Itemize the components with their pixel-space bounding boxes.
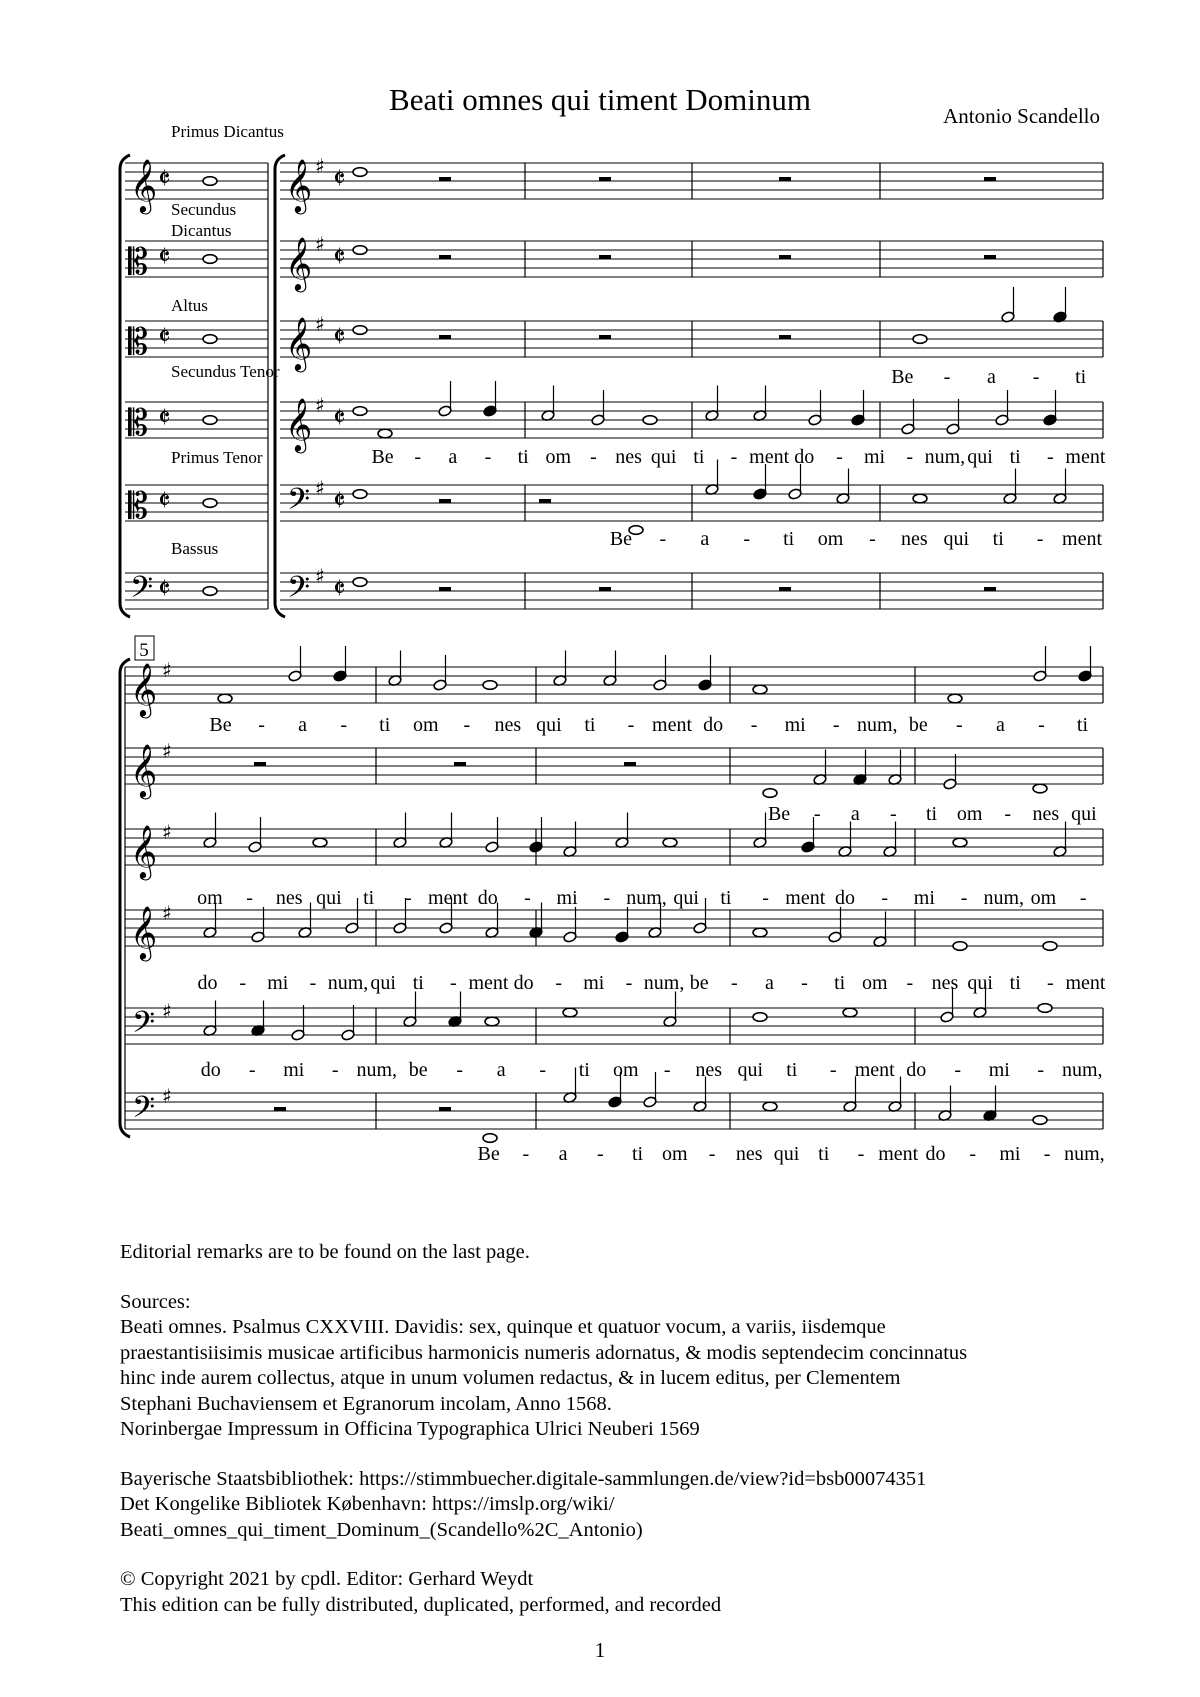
alto-clef-icon: 𝄡 [128,322,149,363]
note-head [753,1013,767,1022]
lyric-syllable: - [890,803,897,825]
lyric-syllable: ti [925,803,938,825]
lyric-syllable: - [1036,528,1044,550]
whole-rest [439,177,451,181]
note-head [203,587,217,596]
bass-clef-icon: 𝄢 [130,571,154,612]
cut-time-icon: 𝄵 [158,240,171,273]
lyric-syllable: Be [891,366,914,388]
lyric-syllable: nes [735,1143,763,1165]
note-head [913,494,927,503]
lyric-syllable: om [956,803,983,825]
lyric-syllable: mi [913,887,935,909]
lyric-syllable: qui [943,528,970,550]
lyric-syllable: num, [856,714,898,736]
lyric-syllable: ment [1065,972,1106,994]
lyric-syllable: do [794,446,815,468]
lyric-syllable: ti [379,714,391,736]
lyric-syllable: - [331,1059,339,1081]
note-head [203,335,217,344]
note-head [378,429,392,438]
sharp-icon: ♯ [162,901,172,925]
lyric-syllable: a [558,1143,568,1165]
lyric-syllable: num, [626,887,667,909]
cut-time-icon: 𝄵 [333,572,346,605]
source-line: Norinbergae Impressum in Officina Typographica Ulrici Neuberi 1569 [120,1418,700,1440]
lyric-syllable: nes [695,1059,723,1081]
lyric-syllable: a [448,446,458,468]
lyric-syllable: - [829,1059,837,1081]
lyric-syllable: ment [854,1059,895,1081]
note-head [218,694,232,703]
lyric-syllable: - [906,446,914,468]
lyric-syllable: om [861,972,888,994]
bass-clef-icon: 𝄢 [287,571,311,612]
lyric-syllable: ment [468,972,509,994]
lyric-syllable: do [200,1059,221,1081]
lyric-syllable: num, [356,1059,398,1081]
lyric-syllable: do [477,887,498,909]
whole-rest [599,587,611,591]
treble-clef-icon: 𝄞 [130,158,158,212]
lyric-syllable: nes [1032,803,1060,825]
lyric-syllable: - [801,972,808,994]
lyric-syllable: om [817,528,844,550]
whole-rest [779,255,791,259]
lyric-syllable: ti [786,1059,798,1081]
note-head [203,255,217,264]
treble-clef-icon: 𝄞 [285,397,313,451]
bass-clef-icon: 𝄢 [132,1006,156,1047]
note-head [953,942,967,951]
sharp-icon: ♯ [162,739,172,763]
whole-rest [779,335,791,339]
lyric-syllable: ti [1075,366,1087,388]
voice-label-secundus-dicantus: Secundus Dicantus [171,200,237,240]
lyric-syllable: a [700,528,710,550]
lyric-syllable: - [956,714,963,736]
alto-clef-icon: 𝄡 [128,403,149,444]
cut-time-icon: 𝄵 [333,401,346,434]
lyric-syllable: - [708,1143,716,1165]
lyric-syllable: - [555,972,563,994]
treble-clef-icon: 𝄞 [130,662,158,716]
lyric-syllable: qui [967,972,993,994]
lyric-syllable: nes [494,714,522,736]
cut-time-icon: 𝄵 [158,162,171,195]
lyric-syllable: Be [477,1143,500,1165]
lyric-syllable: mi [283,1059,305,1081]
sharp-icon: ♯ [315,564,325,588]
copyright-line: © Copyright 2021 by cpdl. Editor: Gerhard Weydt [120,1568,534,1590]
lyric-syllable: - [906,972,914,994]
note-head [1038,1004,1052,1013]
source-line: Stephani Buchaviensem et Egranorum incolam, Anno 1568. [120,1392,612,1415]
lyric-syllable: ti [720,887,732,909]
treble-clef-icon: 𝄞 [130,743,158,797]
note-head [913,335,927,344]
note-head [753,928,767,937]
lyric-syllable: a [995,714,1005,736]
lyric-syllable: mi [784,714,806,736]
lyric-syllable: qui [1071,803,1097,825]
whole-rest [599,335,611,339]
lyric-syllable: do [834,887,855,909]
lyric-syllable: ment [1062,528,1103,550]
lyric-syllable: - [836,446,843,468]
whole-rest [439,587,451,591]
lyric-syllable: - [596,1143,604,1165]
note-head [1033,784,1047,793]
sharp-icon: ♯ [162,999,172,1023]
lyric-syllable: - [1032,366,1040,388]
source-line: hinc inde aurem collectus, atque in unum volumen redactus, & in lucem editus, per Clementem [120,1367,901,1389]
whole-rest [539,499,551,503]
lyric-syllable: - [832,714,840,736]
whole-rest [599,255,611,259]
sources-heading: Sources: [120,1290,191,1313]
bass-clef-icon: 𝄢 [287,483,311,524]
note-head [843,1008,857,1017]
page-title: Beati omnes qui timent Dominum [389,82,811,117]
lyric-syllable: - [730,446,738,468]
lyric-syllable: ti [363,887,375,909]
lyric-syllable: - [813,803,821,825]
lyric-syllable: ment [428,887,469,909]
lyric-syllable: ment [1065,446,1106,468]
lyric-syllable: - [659,528,667,550]
cut-time-icon: 𝄵 [333,162,346,195]
lyric-syllable: ti [578,1059,590,1081]
lyric-syllable: - [450,972,457,994]
edition-notes [120,1240,1100,1642]
lyric-syllable: nes [901,528,928,550]
library-line: Det Kongelike Bibliotek København: https://imslp.org/wiki/ [120,1493,615,1515]
lyric-syllable: - [603,887,611,909]
voice-label-bassus: Bassus [171,539,219,558]
lyric-syllable: - [522,1143,530,1165]
lyric-syllable: ti [1076,714,1089,736]
bass-clef-icon: 𝄢 [132,1091,156,1132]
voice-label-primus-tenor: Primus Tenor [171,448,263,467]
lyric-syllable: be [689,972,709,994]
composer-name: Antonio Scandello [943,104,1100,128]
note-head [953,838,967,847]
cut-time-icon: 𝄵 [158,572,171,605]
lyric-syllable: mi [583,972,605,994]
lyric-syllable: do [906,1059,927,1081]
whole-rest [454,762,466,766]
sharp-icon: ♯ [315,232,325,256]
source-line: Beati omnes. Psalmus CXXVIII. Davidis: sex, quinque et quatuor vocum, a variis, iisdemque [120,1316,886,1338]
lyric-syllable: nes [615,446,642,468]
lyric-syllable: om [197,887,223,909]
note-head [203,499,217,508]
lyric-syllable: num, [1064,1143,1105,1165]
voice-label-primus-dicantus: Primus Dicantus [171,122,284,141]
system-bracket [275,155,285,617]
note-head [313,838,327,847]
alto-clef-icon: 𝄡 [128,486,149,527]
source-line: praestantisiisimis musicae artificibus harmonicis numeris adornatus, & modis septendecim concinnatus [120,1341,968,1364]
whole-rest [439,255,451,259]
note-head [353,490,367,499]
treble-clef-icon: 𝄞 [285,158,313,212]
note-head [203,177,217,186]
lyric-syllable: - [954,1059,962,1081]
lyric-syllable: ti [517,446,529,468]
note-head [643,416,657,425]
lyric-syllable: om [662,1143,688,1165]
lyric-syllable: Be [767,803,791,825]
lyric-syllable: a [850,803,860,825]
treble-clef-icon: 𝄞 [130,824,158,878]
whole-rest [439,1107,451,1111]
editorial-remark: Editorial remarks are to be found on the last page. [120,1241,530,1263]
lyric-syllable: - [414,446,422,468]
lyric-syllable: - [524,887,531,909]
cut-time-icon: 𝄵 [158,484,171,517]
cut-time-icon: 𝄵 [158,401,171,434]
cut-time-icon: 𝄵 [333,320,346,353]
lyric-syllable: - [960,887,968,909]
lyric-syllable: num, [643,972,685,994]
whole-rest [599,177,611,181]
lyric-syllable: a [764,972,774,994]
lyric-syllable: - [857,1143,865,1165]
lyric-syllable: num, [924,446,966,468]
note-head [948,694,962,703]
lyric-syllable: Be [209,714,232,736]
lyric-syllable: ti [1009,446,1021,468]
note-head [1043,942,1057,951]
whole-rest [439,499,451,503]
lyric-syllable: qui [773,1143,800,1165]
lyric-syllable: - [539,1059,547,1081]
lyric-syllable: num, [327,972,369,994]
treble-clef-icon: 𝄞 [285,236,313,290]
lyric-syllable: - [309,972,317,994]
sources-block [120,1290,1100,1443]
lyric-syllable: ment [749,446,790,468]
lyric-syllable: be [908,714,928,736]
note-head [563,1008,577,1017]
note-head [753,685,767,694]
lyric-syllable: om [545,446,572,468]
lyric-syllable: ment [652,714,693,736]
lyric-syllable: qui [536,714,562,736]
whole-rest [984,255,996,259]
lyric-syllable: ti [834,972,846,994]
alto-clef-icon: 𝄡 [128,242,149,283]
lyric-syllable: - [248,1059,256,1081]
lyric-syllable: mi [988,1059,1010,1081]
lyric-syllable: qui [316,887,342,909]
note-head [353,326,367,335]
lyric-syllable: - [590,446,597,468]
lyric-syllable: - [456,1059,464,1081]
lyric-syllable: nes [275,887,303,909]
library-line: Bayerische Staatsbibliothek: https://stimmbuecher.digitale-sammlungen.de/view?id=bsb00074351 [120,1467,927,1490]
note-head [353,246,367,255]
lyric-syllable: ti [584,714,596,736]
sharp-icon: ♯ [315,476,325,500]
lyric-syllable: - [663,1059,671,1081]
voice-label-altus: Altus [171,296,208,315]
lyric-syllable: - [1038,714,1045,736]
lyric-syllable: be [408,1059,428,1081]
lyric-syllable: - [750,714,758,736]
sharp-icon: ♯ [315,154,325,178]
lyric-syllable: - [239,972,247,994]
page-number: 1 [594,1638,606,1662]
lyric-syllable: - [743,528,751,550]
note-head [483,681,497,690]
lyric-syllable: om [1030,887,1057,909]
cut-time-icon: 𝄵 [158,320,171,353]
whole-rest [254,762,266,766]
system-bracket [120,155,130,617]
lyric-syllable: - [1046,972,1054,994]
lyric-syllable: - [258,714,265,736]
note-head [353,168,367,177]
lyric-syllable: mi [556,887,578,909]
lyric-syllable: - [1004,803,1012,825]
lyric-syllable: qui [967,446,993,468]
lyric-syllable: - [1043,1143,1051,1165]
lyric-syllable: qui [650,446,677,468]
lyric-syllable: do [197,972,218,994]
lyric-syllable: ti [631,1143,644,1165]
lyric-syllable: qui [673,887,699,909]
lyric-syllable: a [298,714,308,736]
lyric-syllable: ti [412,972,424,994]
lyric-syllable: ti [992,528,1004,550]
lyric-syllable: ment [785,887,826,909]
treble-clef-icon: 𝄞 [285,316,313,370]
lyric-syllable: Be [371,446,394,468]
lyric-syllable: - [627,714,635,736]
sharp-icon: ♯ [315,312,325,336]
note-head [763,1102,777,1111]
lyric-syllable: mi [999,1143,1021,1165]
lyric-syllable: - [969,1143,977,1165]
library-line: Beati_omnes_qui_timent_Dominum_(Scandello%2C_Antonio) [120,1518,643,1541]
note-head [483,1134,497,1143]
lyric-syllable: - [869,528,876,550]
whole-rest [984,177,996,181]
copyright-line: This edition can be fully distributed, duplicated, performed, and recorded [120,1593,722,1616]
lyric-syllable: ti [1009,972,1021,994]
whole-rest [624,762,636,766]
note-head [663,838,677,847]
whole-rest [274,1107,286,1111]
lyric-syllable: ti [818,1143,830,1165]
lyric-syllable: mi [864,446,886,468]
lyric-syllable: - [1046,446,1054,468]
library-block [120,1467,1100,1544]
lyric-syllable: - [762,887,769,909]
lyric-syllable: ment [878,1143,919,1165]
lyric-syllable: - [625,972,633,994]
cut-time-icon: 𝄵 [333,484,346,517]
lyric-syllable: om [412,714,439,736]
lyric-syllable: - [340,714,347,736]
note-head [203,416,217,425]
sharp-icon: ♯ [162,1084,172,1108]
note-head [1033,1116,1047,1125]
lyric-syllable: a [987,366,996,388]
lyric-syllable: Be [609,528,633,550]
lyric-syllable: - [404,887,412,909]
lyric-syllable: mi [267,972,289,994]
whole-rest [779,587,791,591]
lyric-syllable: ti [693,446,705,468]
measure-number: 5 [139,640,149,661]
note-head [763,789,777,798]
lyric-syllable: do [513,972,534,994]
lyric-syllable: a [496,1059,506,1081]
lyric-syllable: nes [931,972,959,994]
lyric-syllable: ti [783,528,795,550]
lyric-syllable: - [1079,887,1087,909]
lyric-syllable: - [881,887,889,909]
treble-clef-icon: 𝄞 [130,905,158,959]
lyric-syllable: do [925,1143,946,1165]
lyric-syllable: num, [983,887,1025,909]
note-head [353,578,367,587]
sharp-icon: ♯ [162,820,172,844]
sharp-icon: ♯ [315,393,325,417]
note-head [485,1017,499,1026]
cut-time-icon: 𝄵 [333,240,346,273]
lyric-syllable: num, [1061,1059,1103,1081]
lyric-syllable: - [730,972,738,994]
voice-label-secundus-tenor: Secundus Tenor [171,362,280,381]
whole-rest [439,335,451,339]
whole-rest [779,177,791,181]
sharp-icon: ♯ [162,658,172,682]
lyric-syllable: do [703,714,724,736]
lyric-syllable: - [463,714,471,736]
lyric-syllable: om [612,1059,639,1081]
whole-rest [984,587,996,591]
lyric-syllable: - [484,446,492,468]
note-head [353,407,367,416]
copyright-block [120,1567,1100,1618]
lyric-syllable: - [1037,1059,1045,1081]
lyric-syllable: - [246,887,253,909]
lyric-syllable: - [943,366,951,388]
lyric-syllable: qui [737,1059,764,1081]
lyric-syllable: qui [370,972,396,994]
